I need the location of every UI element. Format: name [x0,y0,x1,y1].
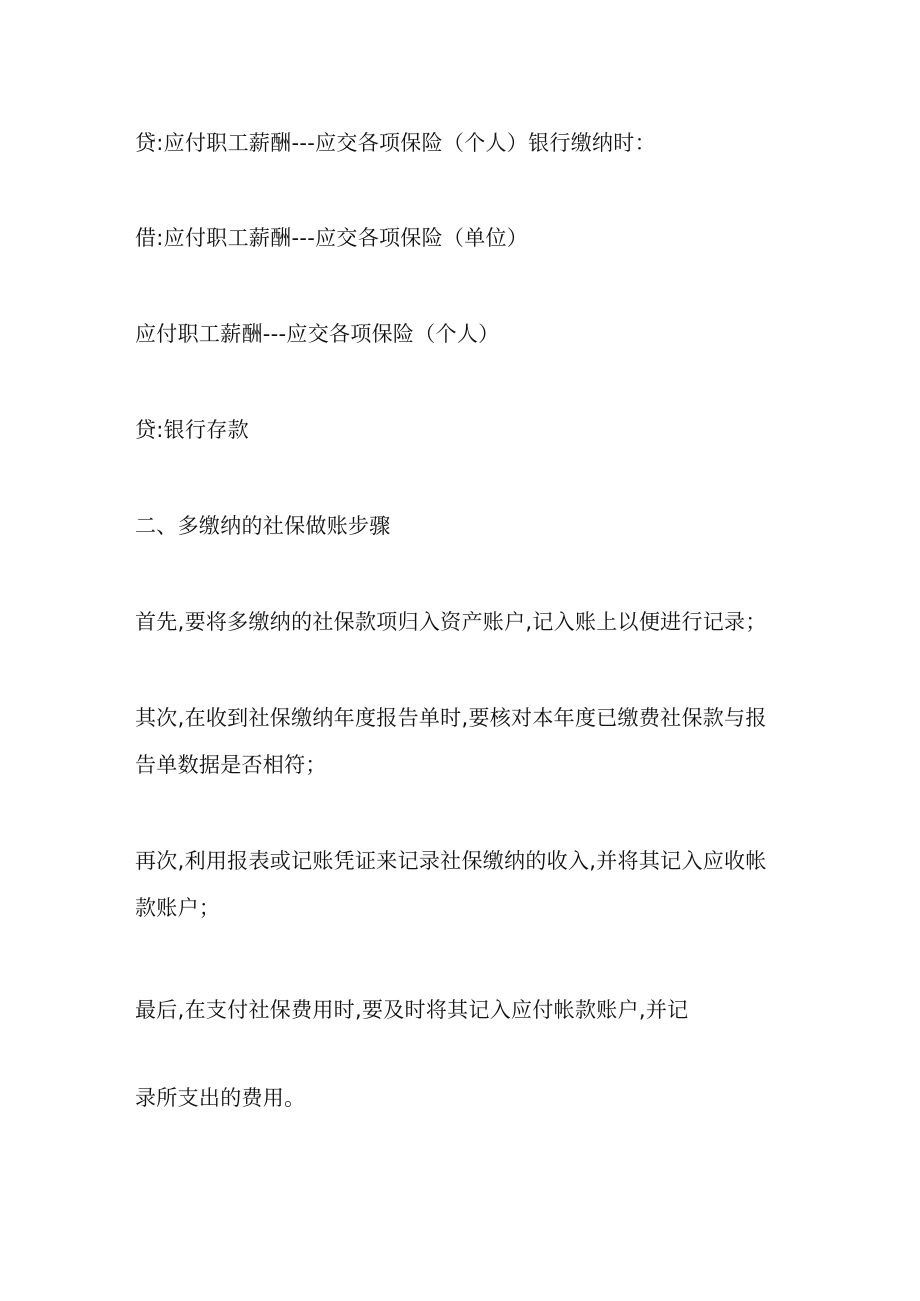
step-second-line-1: 其次,在收到社保缴纳年度报告单时,要核对本年度已缴费社保款与报 [135,706,767,730]
step-third-line-2: 款账户； [135,896,221,920]
personal-insurance-line: 应付职工薪酬---应交各项保险（个人） [135,322,500,346]
step-second-line-2: 告单数据是否相符； [135,753,327,777]
step-last-line-2: 录所支出的费用。 [135,1086,306,1110]
credit-personal-insurance-line: 贷:应付职工薪酬---应交各项保险（个人）银行缴纳时： [135,131,656,155]
debit-unit-insurance-line: 借:应付职工薪酬---应交各项保险（单位） [135,226,529,250]
step-first-paragraph: 首先,要将多缴纳的社保款项归入资产账户,记入账上以便进行记录； [135,610,767,634]
step-last-line-1: 最后,在支付社保费用时,要及时将其记入应付帐款账户,并记 [135,998,689,1022]
step-third-line-1: 再次,利用报表或记账凭证来记录社保缴纳的收入,并将其记入应收帐 [135,849,767,873]
section-heading: 二、多缴纳的社保做账步骤 [135,514,391,538]
credit-bank-deposit-line: 贷:银行存款 [135,418,249,442]
